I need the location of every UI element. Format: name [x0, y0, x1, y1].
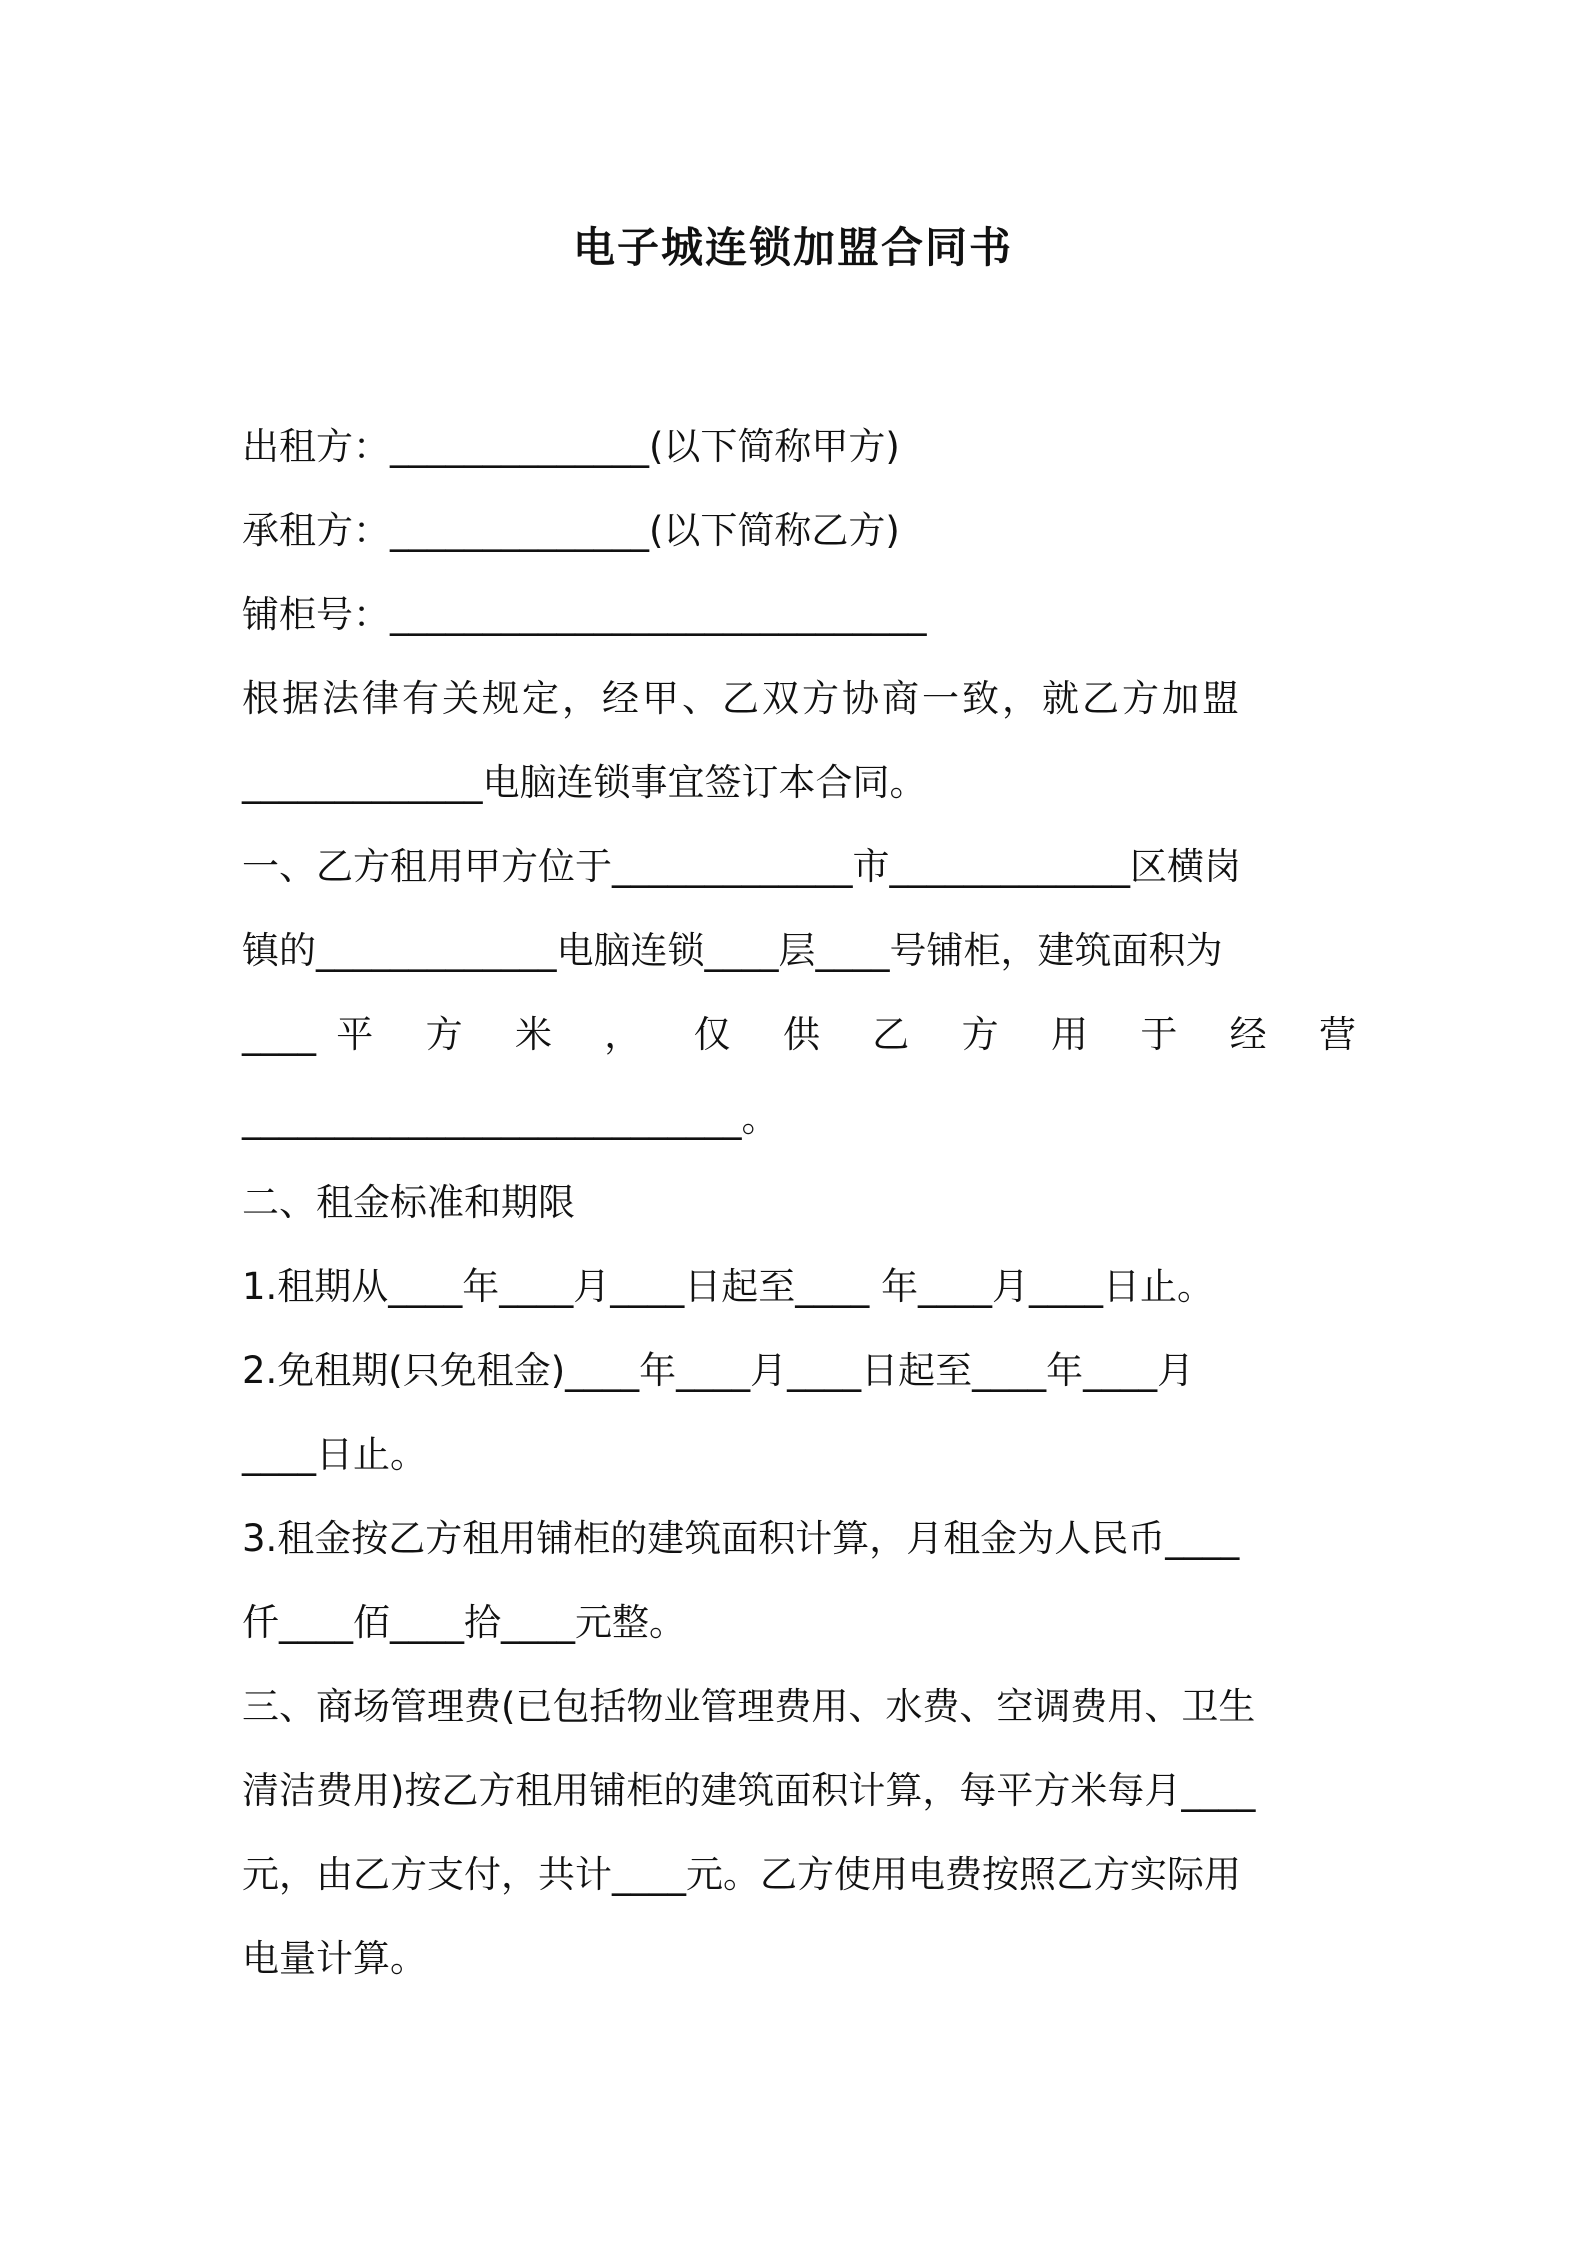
- clause-1-line-1: 一、乙方租用甲方位于_____________市_____________区横岗: [242, 845, 1241, 888]
- clause-3-line-1: 三、商场管理费(已包括物业管理费用、水费、空调费用、卫生: [242, 1685, 1256, 1728]
- lessee-line: 承租方：______________(以下简称乙方): [242, 509, 900, 552]
- clause-3-line-3: 元，由乙方支付，共计____元。乙方使用电费按照乙方实际用: [242, 1853, 1241, 1896]
- lessor-line: 出租方：______________(以下简称甲方): [242, 425, 900, 468]
- clause-3-line-4: 电量计算。: [242, 1937, 427, 1980]
- rent-free-period-line-2: ____日止。: [242, 1433, 427, 1476]
- clause-1-line-2: 镇的_____________电脑连锁____层____号铺柜，建筑面积为: [242, 929, 1223, 972]
- clause-1-line-4: ___________________________。: [242, 1097, 779, 1140]
- clause-1-line-3: ____平 方 米 ， 仅 供 乙 方 用 于 经 营: [242, 1013, 1356, 1056]
- rental-period-line: 1.租期从____年____月____日起至____ 年____月____日止。: [242, 1265, 1215, 1308]
- document-title: 电子城连锁加盟合同书: [572, 223, 1013, 272]
- rent-free-period-line-1: 2.免租期(只免租金)____年____月____日起至____年____月: [242, 1349, 1195, 1392]
- clause-3-line-2: 清洁费用)按乙方租用铺柜的建筑面积计算，每平方米每月____: [242, 1769, 1256, 1812]
- document-body: [242, 405, 1356, 2001]
- preamble-line-1: 根据法律有关规定，经甲、乙双方协商一致，就乙方加盟: [242, 677, 1242, 720]
- clause-2-heading: 二、租金标准和期限: [242, 1181, 575, 1224]
- rent-amount-line-2: 仟____佰____拾____元整。: [242, 1601, 686, 1644]
- preamble-line-2: _____________电脑连锁事宜签订本合同。: [242, 761, 927, 804]
- counter-number-line: 铺柜号：_____________________________: [242, 593, 927, 636]
- rent-amount-line-1: 3.租金按乙方租用铺柜的建筑面积计算，月租金为人民币____: [242, 1517, 1240, 1560]
